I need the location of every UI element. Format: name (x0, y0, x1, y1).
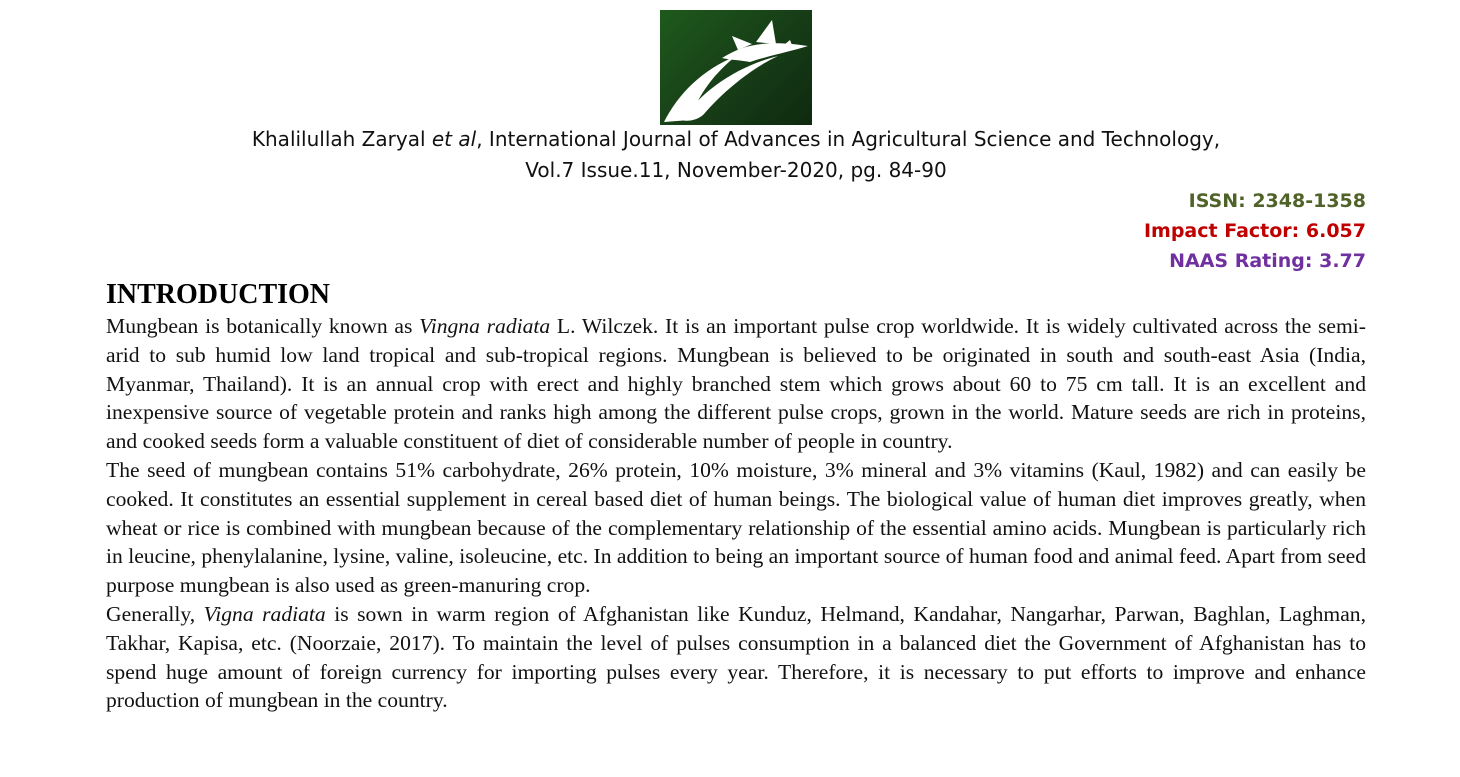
citation-line-1 (0, 124, 1460, 155)
paragraph-1 (106, 312, 1366, 456)
paragraph-3-text-end: is sown in warm region of Afghanistan like Kunduz, Helmand, Kandahar, Nangarhar, Parwan, Baghlan, Laghman, Takhar, Kapisa, etc. (Noorzaie, 2017). To maintain the level of pulses consumption in a balanced diet the Government of Afghanistan has to spend huge amount of foreign currency for importing pulses every year. Therefore, it is necessary to put efforts to improve and enhance production of mungbean in the country. (106, 601, 1367, 713)
section-heading: INTRODUCTION (106, 279, 331, 310)
species-name: Vigna radiata (203, 601, 326, 626)
citation-etal: et al (431, 127, 477, 151)
paragraph-1-text-start: Mungbean is botanically known as (106, 314, 420, 338)
citation-block (0, 124, 1460, 186)
journal-logo (660, 10, 812, 125)
naas-rating-label: NAAS Rating: 3.77 (1169, 250, 1366, 272)
paragraph-2: The seed of mungbean contains 51% carbohydrate, 26% protein, 10% moisture, 3% mineral and 3% vitamins (Kaul, 1982) and can easily be cooked. It constitutes an essential supplement in cereal based diet of human beings. The biological value of human diet improves greatly, when wheat or rice is combined with mungbean because of the complementary relationship of the essential amino acids. Mungbean is particularly rich in leucine, phenylalanine, lysine, valine, isoleucine, etc. In addition to being an important source of human food and animal feed. Apart from seed purpose mungbean is also used as green-manuring crop. (106, 457, 1366, 598)
paragraph-3 (106, 600, 1366, 715)
issn-label: ISSN: 2348-1358 (1188, 190, 1366, 212)
paragraph-1-text-end: L. Wilczek. It is an important pulse crop worldwide. It is widely cultivated across the semi-arid to sub humid low land tropical and sub-tropical regions. Mungbean is believed to be originated in south and south-east Asia (India, Myanmar, Thailand). It is an annual crop with erect and highly branched stem which grows about 60 to 75 cm tall. It is an excellent and inexpensive source of vegetable protein and ranks high among the different pulse crops, grown in the world. Mature seeds are rich in proteins, and cooked seeds form a valuable constituent of diet of considerable number of people in country. (106, 314, 1366, 454)
fish-leaf-logo-icon (660, 10, 812, 125)
citation-author: Khalilullah Zaryal (251, 127, 432, 151)
citation-volume: Vol.7 Issue.11, November-2020, pg. 84-90 (525, 158, 947, 182)
impact-factor-label: Impact Factor: 6.057 (1143, 220, 1366, 242)
species-name: Vingna radiata (419, 314, 551, 338)
paragraph-3-text-start: Generally, (106, 601, 204, 626)
journal-metrics (1144, 186, 1366, 276)
citation-journal: , International Journal of Advances in Agricultural Science and Technology, (476, 127, 1221, 151)
introduction-body (106, 312, 1366, 715)
